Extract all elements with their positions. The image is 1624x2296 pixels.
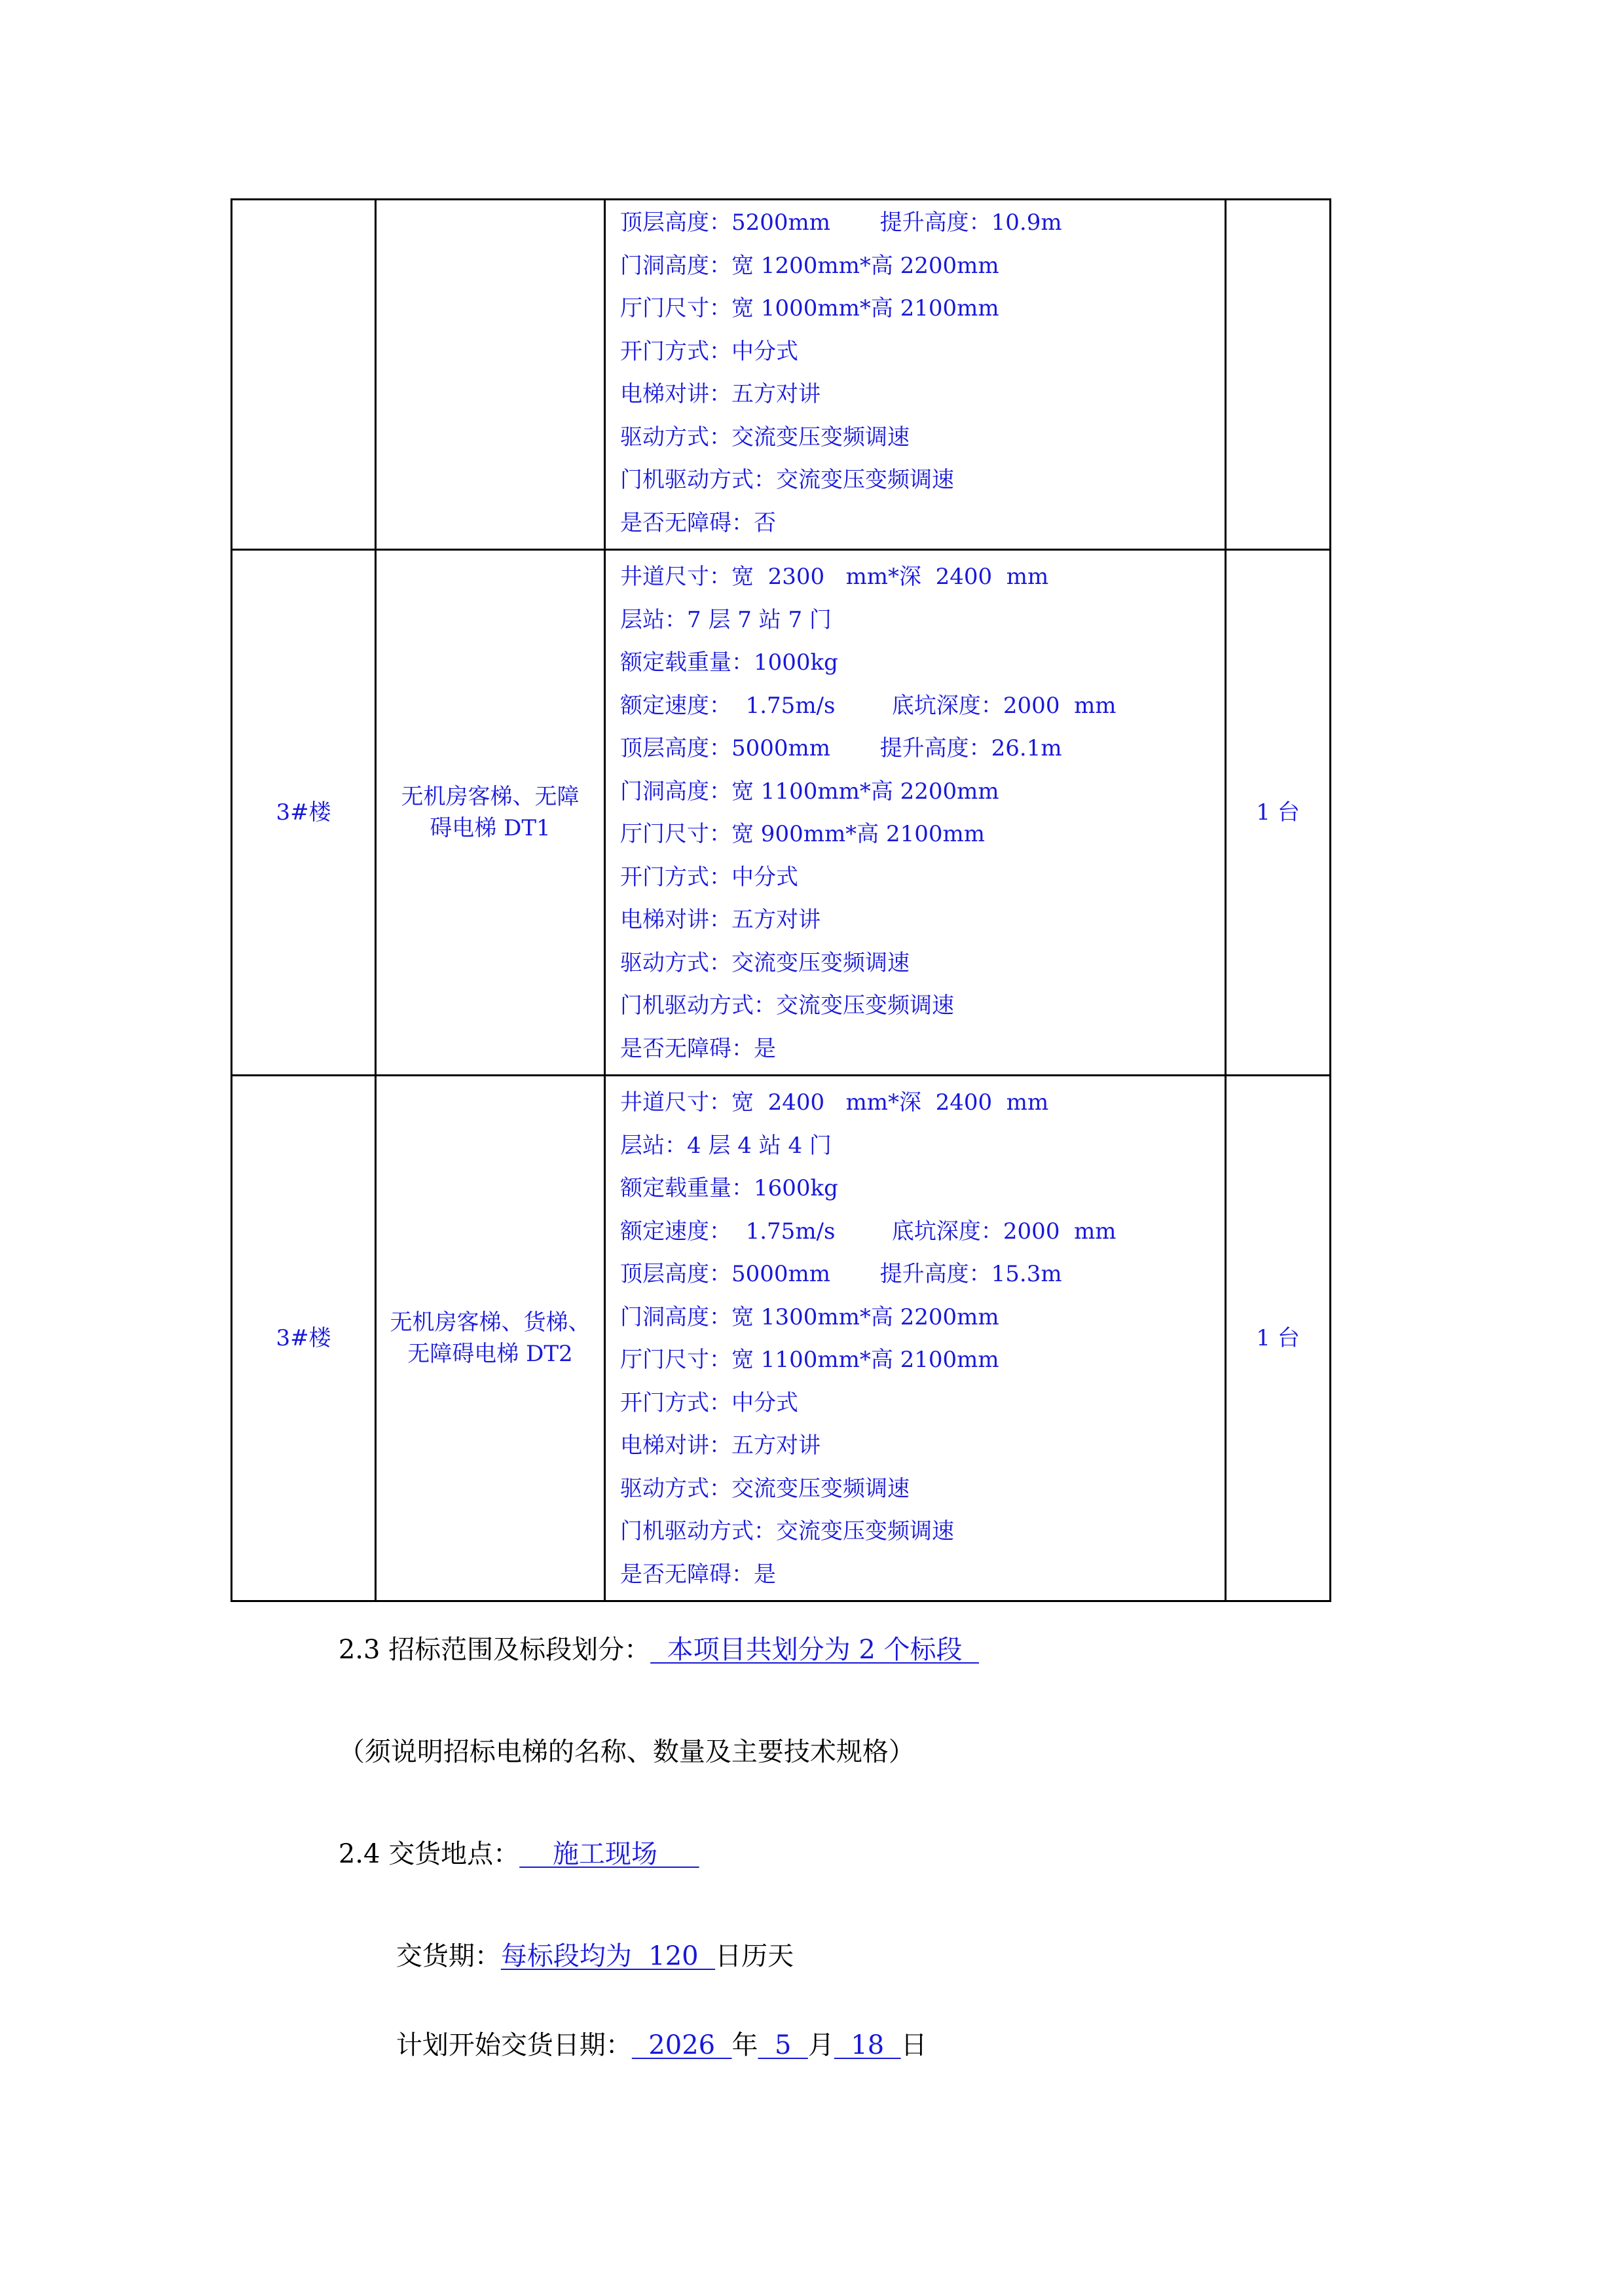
spec-line: 层站：4 层 4 站 4 门 bbox=[620, 1132, 832, 1159]
elevator-type-line: 无机房客梯、货梯、 bbox=[390, 1309, 591, 1336]
table-row bbox=[232, 550, 1331, 1076]
spec-line: 厅门尺寸：宽 1000mm*高 2100mm bbox=[620, 295, 999, 321]
spec-line: 额定速度： 1.75m/s 底坑深度：2000 mm bbox=[620, 692, 1116, 719]
spec-line: 驱动方式：交流变压变频调速 bbox=[620, 424, 910, 450]
spec-line: 额定载重量：1000kg bbox=[620, 649, 838, 676]
delivery-period-value: 每标段均为 120 bbox=[500, 1941, 716, 1971]
building-cell: 3#楼 bbox=[232, 1076, 376, 1601]
spec-line: 门洞高度：宽 1100mm*高 2200mm bbox=[620, 778, 999, 805]
bid-scope-label: 2.3 招标范围及标段划分： bbox=[338, 1635, 651, 1665]
delivery-start-date-paragraph bbox=[363, 1990, 927, 2100]
month-unit: 月 bbox=[807, 2030, 834, 2060]
spec-line: 门机驱动方式：交流变压变频调速 bbox=[620, 993, 954, 1019]
table-row bbox=[232, 1076, 1331, 1601]
bid-scope-note bbox=[305, 1697, 915, 1807]
bid-scope-note-text: （须说明招标电梯的名称、数量及主要技术规格） bbox=[338, 1737, 915, 1767]
spec-line: 电梯对讲：五方对讲 bbox=[620, 907, 821, 933]
bid-scope-paragraph bbox=[305, 1595, 979, 1705]
spec-line: 电梯对讲：五方对讲 bbox=[620, 1432, 821, 1459]
spec-line: 门机驱动方式：交流变压变频调速 bbox=[620, 467, 954, 493]
spec-line: 顶层高度：5000mm 提升高度：26.1m bbox=[620, 735, 1062, 761]
delivery-period-unit: 日历天 bbox=[715, 1941, 794, 1971]
spec-line: 开门方式：中分式 bbox=[620, 864, 798, 890]
spec-line: 电梯对讲：五方对讲 bbox=[620, 381, 821, 407]
spec-line: 厅门尺寸：宽 1100mm*高 2100mm bbox=[620, 1347, 999, 1373]
spec-line: 开门方式：中分式 bbox=[620, 1389, 798, 1416]
bid-scope-value: 本项目共划分为 2 个标段 bbox=[650, 1635, 979, 1665]
spec-line: 门机驱动方式：交流变压变频调速 bbox=[620, 1518, 954, 1544]
table-row bbox=[232, 200, 1331, 550]
spec-line: 顶层高度：5200mm 提升高度：10.9m bbox=[620, 210, 1062, 236]
elevator-type-line: 碍电梯 DT1 bbox=[430, 815, 551, 841]
spec-cell bbox=[605, 550, 1226, 1076]
quantity-cell: 1 台 bbox=[1226, 1076, 1331, 1601]
spec-line: 门洞高度：宽 1200mm*高 2200mm bbox=[620, 252, 999, 279]
spec-line: 是否无障碍：是 bbox=[620, 1035, 776, 1062]
quantity-cell bbox=[1226, 200, 1331, 550]
delivery-location-label: 2.4 交货地点： bbox=[338, 1839, 520, 1869]
start-date-label: 计划开始交货日期： bbox=[396, 2030, 632, 2060]
elevator-spec-table bbox=[231, 198, 1331, 1602]
spec-line: 是否无障碍：是 bbox=[620, 1561, 776, 1588]
spec-line: 开门方式：中分式 bbox=[620, 338, 798, 365]
elevator-type-cell bbox=[376, 550, 605, 1076]
elevator-type-cell bbox=[376, 200, 605, 550]
start-date-day: 18 bbox=[834, 2030, 901, 2060]
spec-line: 厅门尺寸：宽 900mm*高 2100mm bbox=[620, 821, 985, 847]
building-cell: 3#楼 bbox=[232, 550, 376, 1076]
spec-line: 门洞高度：宽 1300mm*高 2200mm bbox=[620, 1303, 999, 1330]
spec-line: 井道尺寸：宽 2400 mm*深 2400 mm bbox=[620, 1089, 1049, 1116]
delivery-period-label: 交货期： bbox=[396, 1941, 501, 1971]
spec-line: 层站：7 层 7 站 7 门 bbox=[620, 606, 832, 633]
quantity-cell: 1 台 bbox=[1226, 550, 1331, 1076]
spec-cell bbox=[605, 200, 1226, 550]
start-date-month: 5 bbox=[758, 2030, 808, 2060]
spec-line: 额定速度： 1.75m/s 底坑深度：2000 mm bbox=[620, 1218, 1116, 1245]
elevator-type-line: 无机房客梯、无障 bbox=[401, 784, 580, 810]
spec-line: 顶层高度：5000mm 提升高度：15.3m bbox=[620, 1261, 1062, 1287]
spec-line: 是否无障碍：否 bbox=[620, 509, 776, 536]
building-cell bbox=[232, 200, 376, 550]
spec-line: 额定载重量：1600kg bbox=[620, 1175, 838, 1201]
spec-line: 井道尺寸：宽 2300 mm*深 2400 mm bbox=[620, 564, 1049, 590]
elevator-type-cell bbox=[376, 1076, 605, 1601]
spec-line: 驱动方式：交流变压变频调速 bbox=[620, 949, 910, 976]
spec-line: 驱动方式：交流变压变频调速 bbox=[620, 1475, 910, 1502]
delivery-location-value: 施工现场 bbox=[519, 1839, 699, 1869]
year-unit: 年 bbox=[731, 2030, 758, 2060]
day-unit: 日 bbox=[900, 2030, 927, 2060]
elevator-type-line: 无障碍电梯 DT2 bbox=[407, 1341, 573, 1367]
start-date-year: 2026 bbox=[631, 2030, 732, 2060]
delivery-location-paragraph bbox=[305, 1799, 699, 1909]
spec-cell bbox=[605, 1076, 1226, 1601]
